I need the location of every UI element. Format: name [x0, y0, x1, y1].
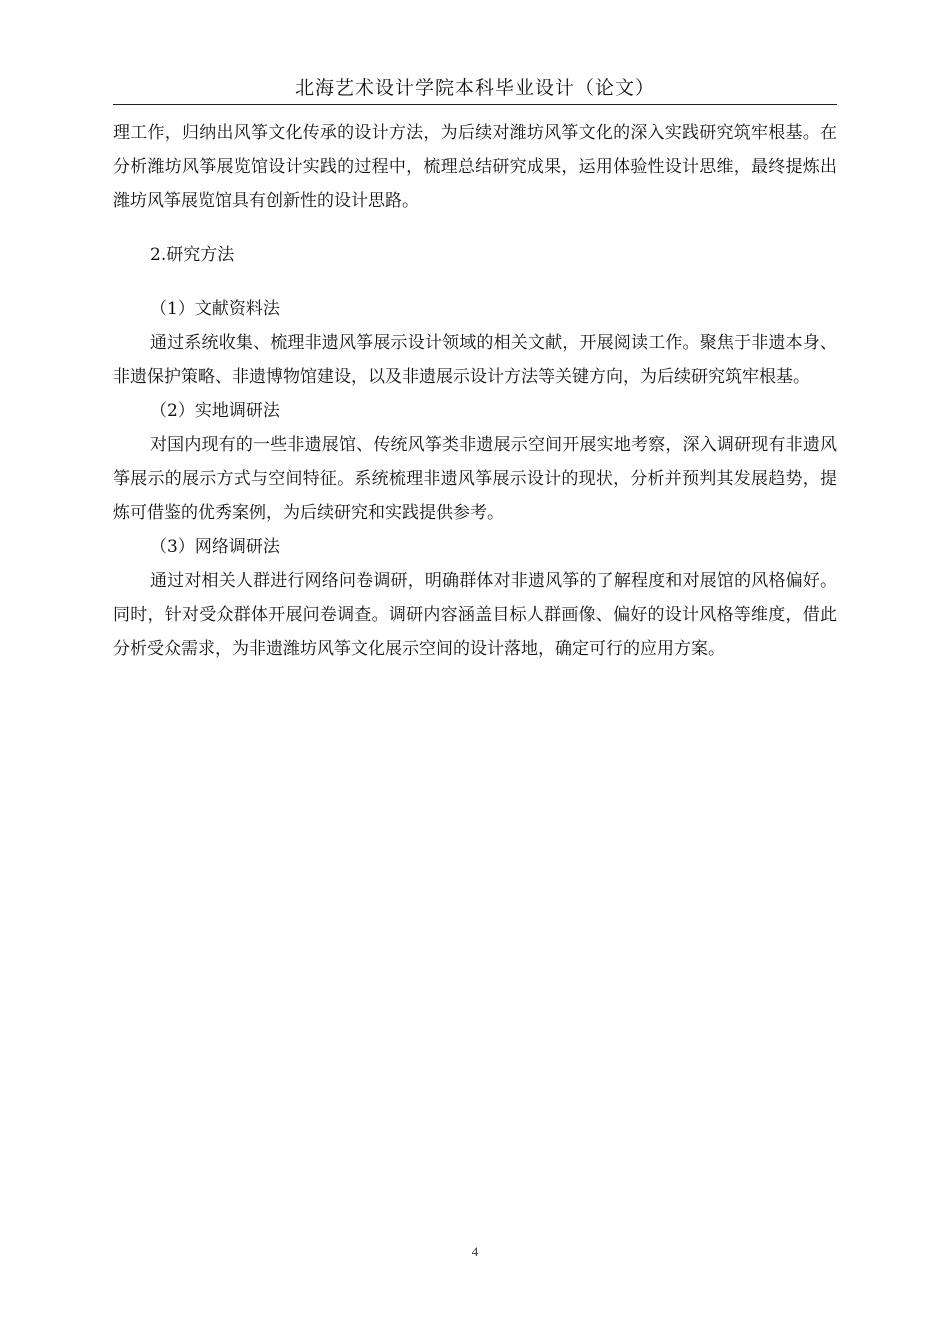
document-body [113, 116, 837, 666]
method2-title: （2）实地调研法 [150, 401, 280, 421]
header-divider [113, 104, 837, 105]
method3-paragraph: 通过对相关人群进行网络问卷调研，明确群体对非遗风筝的了解程度和对展馆的风格偏好。同时，针对受众群体开展问卷调查。调研内容涵盖目标人群画像、偏好的设计风格等维度，借此分析受众需求，为非遗潍坊风筝文化展示空间的设计落地，确定可行的应用方案。 [113, 571, 837, 659]
intro-paragraph: 理工作，归纳出风筝文化传承的设计方法，为后续对潍坊风筝文化的深入实践研究筑牢根基。在分析潍坊风筝展览馆设计实践的过程中，梳理总结研究成果，运用体验性设计思维，最终提炼出潍坊风筝展览馆具有创新性的设计思路。 [113, 123, 837, 211]
page-header-title: 北海艺术设计学院本科毕业设计（论文） [294, 77, 655, 99]
method1-title: （1）文献资料法 [150, 299, 280, 319]
section-heading: 2.研究方法 [150, 245, 235, 265]
method2-paragraph: 对国内现有的一些非遗展馆、传统风筝类非遗展示空间开展实地考察，深入调研现有非遗风筝展示的展示方式与空间特征。系统梳理非遗风筝展示设计的现状，分析并预判其发展趋势，提炼可借鉴的优秀案例，为后续研究和实践提供参考。 [113, 435, 837, 523]
method3-title: （3）网络调研法 [150, 537, 280, 557]
page-number: 4 [471, 1244, 479, 1259]
method1-paragraph: 通过系统收集、梳理非遗风筝展示设计领域的相关文献，开展阅读工作。聚焦于非遗本身、非遗保护策略、非遗博物馆建设，以及非遗展示设计方法等关键方向，为后续研究筑牢根基。 [113, 333, 837, 387]
